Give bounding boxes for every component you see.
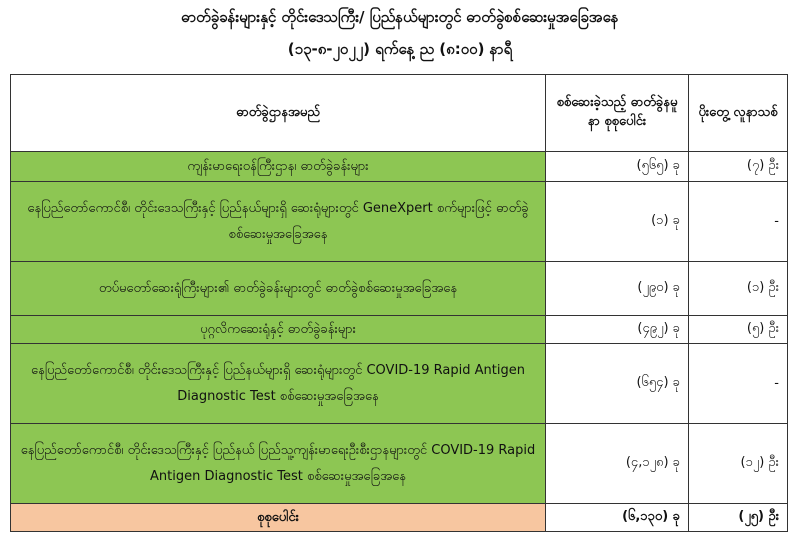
table-header-row [11,75,788,152]
new-cases-count: - [689,182,788,262]
header-new-cases: ပိုးတွေ့ လူနာသစ် [689,75,788,152]
samples-count: (၁) ခု [546,182,689,262]
new-cases-count: (၅) ဦး [689,316,788,344]
table-row [11,316,788,344]
samples-count: (၂၉၀) ခု [546,262,689,316]
samples-count: (၄၉၂) ခု [546,316,689,344]
new-cases-count: (၁) ဦး [689,262,788,316]
lab-name: နေပြည်တော်ကောင်စီ၊ တိုင်းဒေသကြီးနှင့် ပြည်နယ် ပြည်သူ့ကျန်းမာရေးဦးစီးဌာနများတွင် COVID-19 Rapid Antigen Diagnostic Test စစ်ဆေးမှုအခြေအနေ [11,424,546,504]
lab-name: နေပြည်တော်ကောင်စီ၊ တိုင်းဒေသကြီးနှင့် ပြည်နယ်များရှိ ဆေးရုံများတွင် GeneXpert စက်များဖြင့် ဓာတ်ခွဲစစ်ဆေးမှုအခြေအနေ [11,182,546,262]
total-new-cases: (၂၅) ဦး [689,504,788,532]
total-row [11,504,788,532]
lab-name: ပုဂ္ဂလိကဆေးရုံနှင့် ဓာတ်ခွဲခန်းများ [11,316,546,344]
samples-count: (၆၅၄) ခု [546,344,689,424]
table-row [11,424,788,504]
report-title: ဓာတ်ခွဲခန်းများနှင့် တိုင်းဒေသကြီး/ ပြည်နယ်များတွင် ဓာတ်ခွဲစစ်ဆေးမှုအခြေအနေ [181,8,619,26]
total-label: စုစုပေါင်း [11,504,546,532]
header-lab-name: ဓာတ်ခွဲဌာနအမည် [11,75,546,152]
new-cases-count: (၇) ဦး [689,152,788,182]
testing-table [10,74,788,532]
header-samples: စစ်ဆေးခဲ့သည့် ဓာတ်ခွဲနမူနာ စုစုပေါင်း [546,75,689,152]
report-date: (၁၃-၈-၂၀၂၂) ရက်နေ့ ည (၈:၀၀) နာရီ [287,40,513,58]
table-row [11,182,788,262]
total-samples: (၆,၁၃၀) ခု [546,504,689,532]
lab-name: ကျန်းမာရေးဝန်ကြီးဌာန၊ ဓာတ်ခွဲခန်းများ [11,152,546,182]
samples-count: (၄,၁၂၈) ခု [546,424,689,504]
new-cases-count: (၁၂) ဦး [689,424,788,504]
table-row [11,262,788,316]
table-row [11,344,788,424]
samples-count: (၅၆၅) ခု [546,152,689,182]
new-cases-count: - [689,344,788,424]
lab-name: တပ်မတော်ဆေးရုံကြီးများ၏ ဓာတ်ခွဲခန်းများတွင် ဓာတ်ခွဲစစ်ဆေးမှုအခြေအနေ [11,262,546,316]
table-row [11,152,788,182]
lab-name: နေပြည်တော်ကောင်စီ၊ တိုင်းဒေသကြီးနှင့် ပြည်နယ်များရှိ ဆေးရုံများတွင် COVID-19 Rapid Antigen Diagnostic Test စစ်ဆေးမှုအခြေအနေ [11,344,546,424]
